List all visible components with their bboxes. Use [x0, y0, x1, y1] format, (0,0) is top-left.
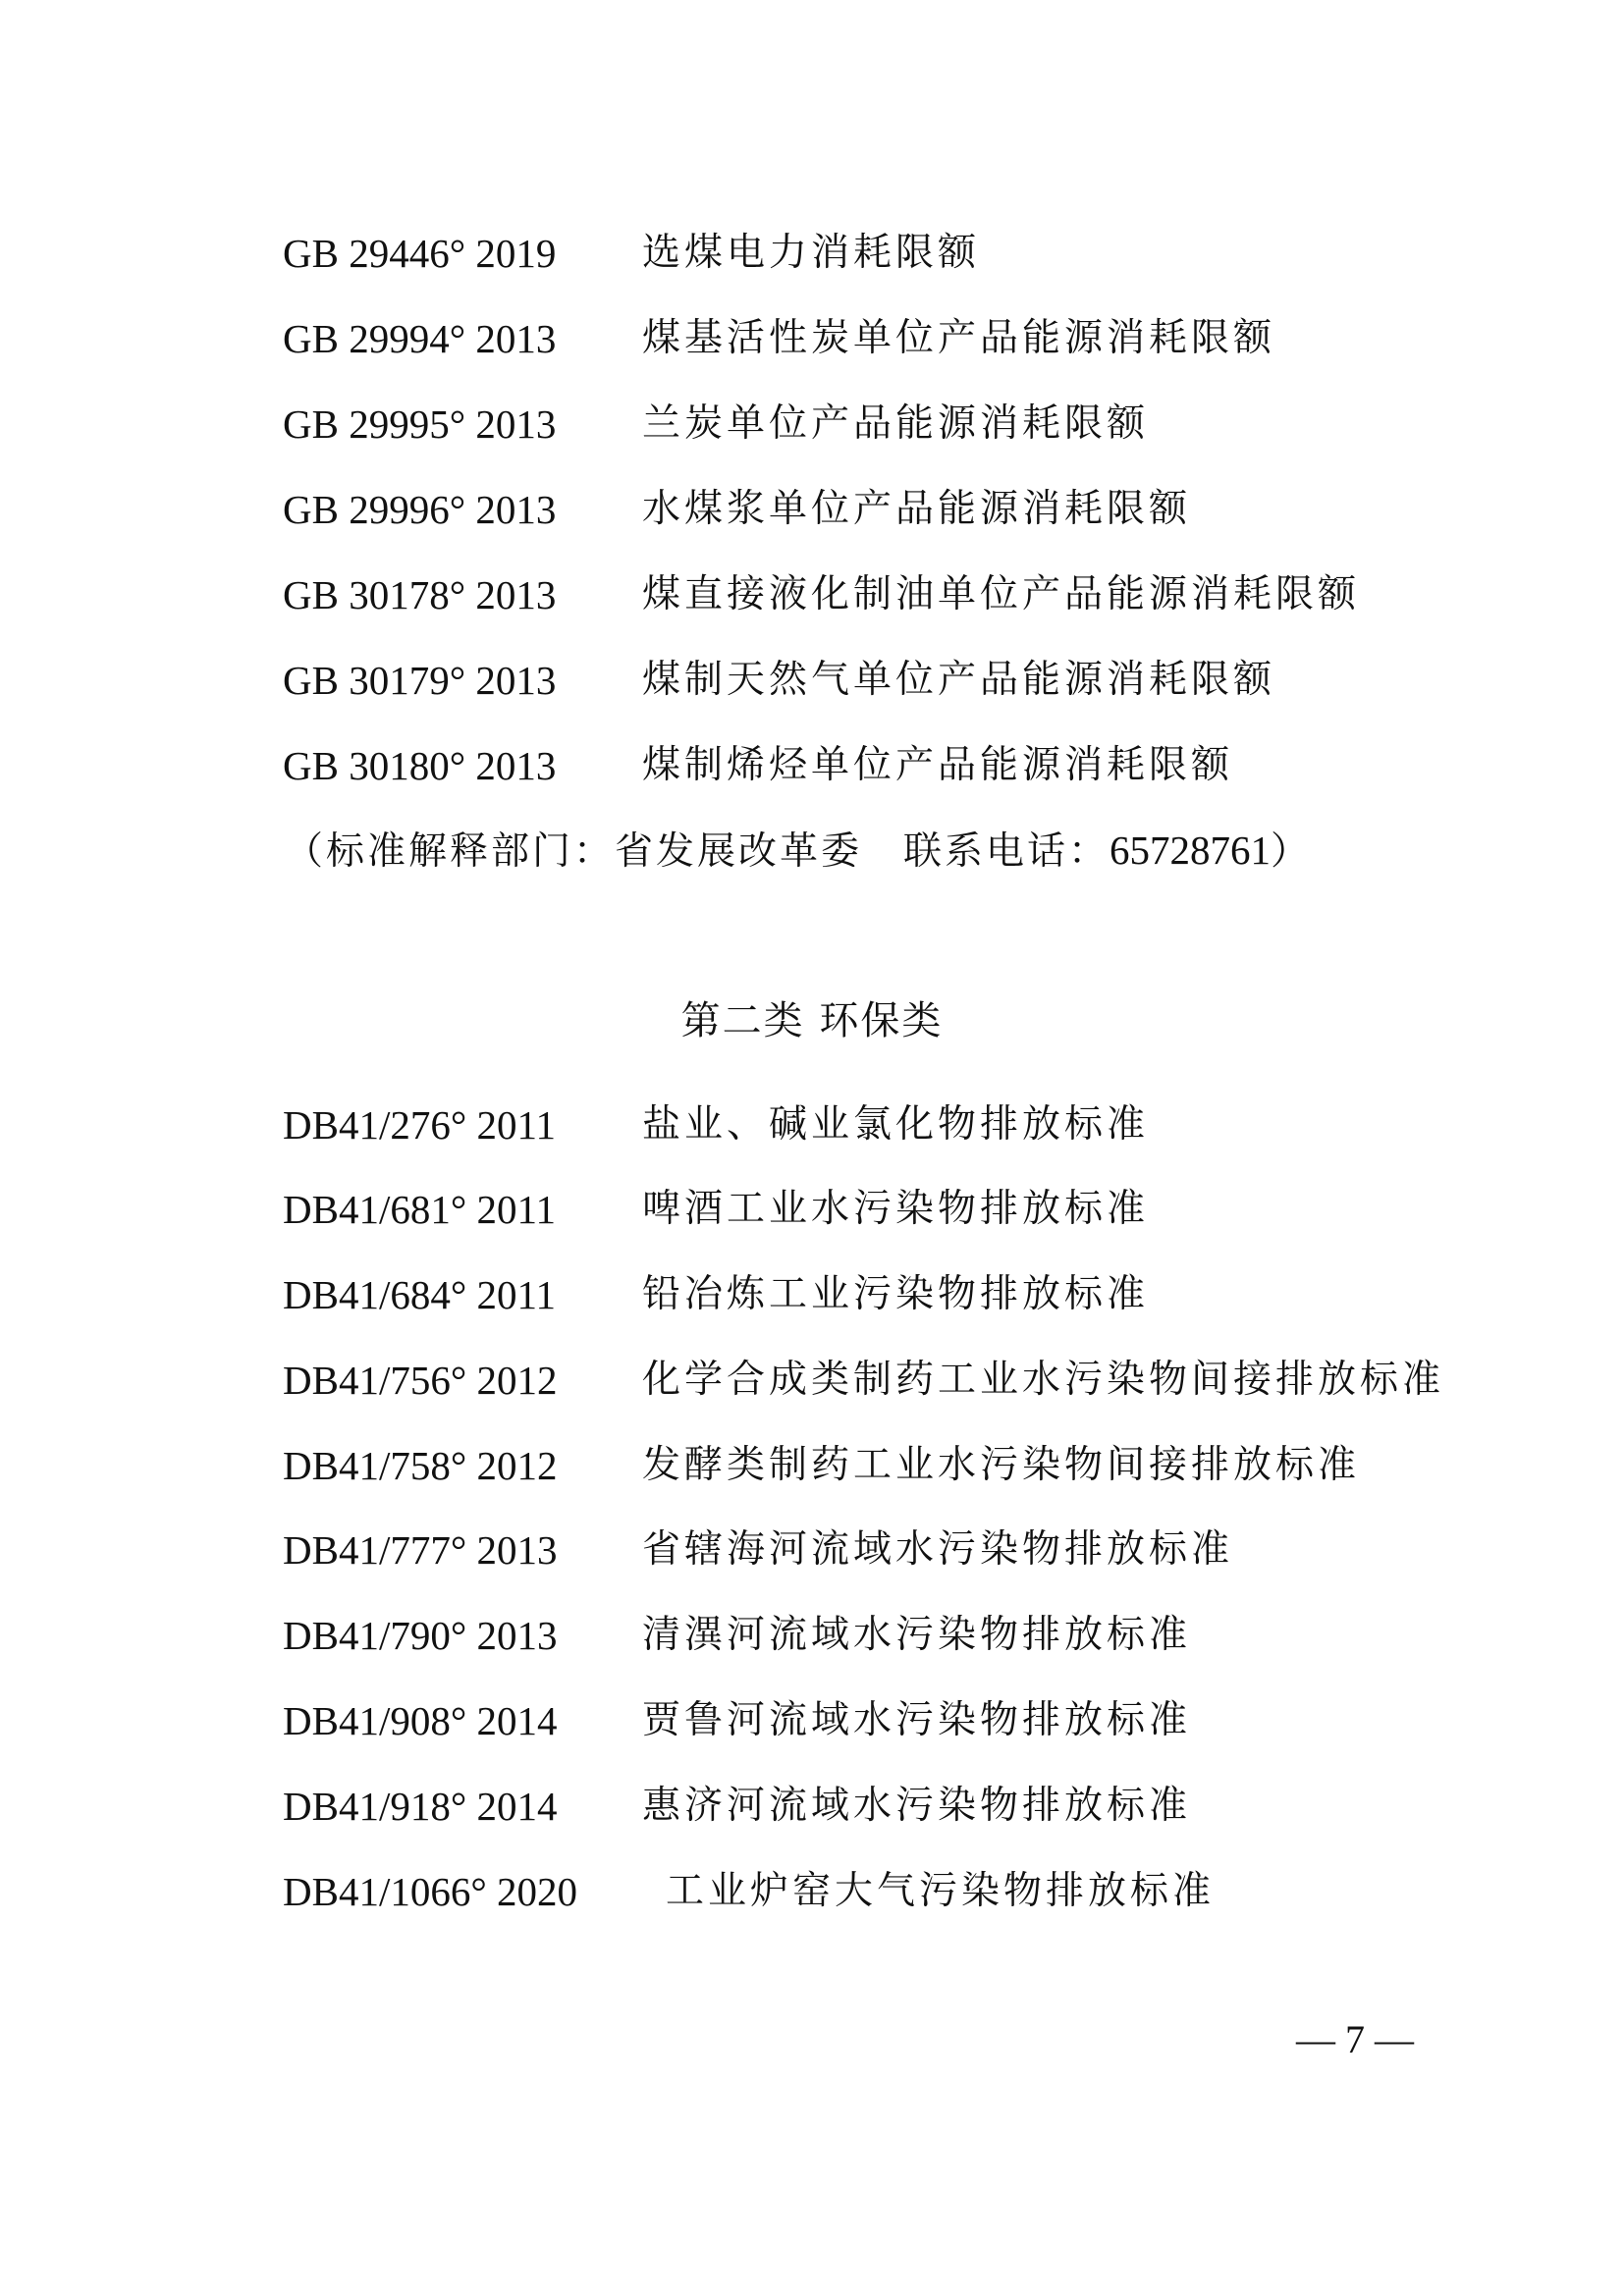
standard-code: DB41/758° 2012 — [283, 1443, 558, 1488]
standard-code: GB 29995° 2013 — [283, 401, 557, 447]
standard-code: DB41/684° 2011 — [283, 1272, 556, 1317]
standard-name: 选煤电力消耗限额 — [642, 231, 981, 275]
standard-code: DB41/908° 2014 — [283, 1698, 558, 1743]
section-heading: 第二类 环保类 — [680, 998, 944, 1043]
standard-code: GB 29446° 2019 — [283, 231, 557, 276]
standard-name: 发酵类制药工业水污染物间接排放标准 — [642, 1443, 1361, 1487]
standard-code: GB 29994° 2013 — [283, 316, 557, 361]
standard-name: 清潩河流域水污染物排放标准 — [642, 1613, 1192, 1657]
standard-code: DB41/681° 2011 — [283, 1187, 556, 1232]
standard-name: 煤基活性炭单位产品能源消耗限额 — [642, 316, 1276, 360]
page-number: — 7 — — [1296, 2017, 1414, 2061]
contact-note — [285, 821, 1312, 880]
standard-name: 煤制烯烃单位产品能源消耗限额 — [642, 743, 1234, 787]
standard-code: DB41/790° 2013 — [283, 1613, 558, 1658]
standard-name: 啤酒工业水污染物排放标准 — [642, 1187, 1150, 1231]
standard-code: DB41/918° 2014 — [283, 1784, 558, 1829]
standard-name: 水煤浆单位产品能源消耗限额 — [642, 487, 1192, 531]
standard-name: 惠济河流域水污染物排放标准 — [642, 1784, 1192, 1828]
standard-code: DB41/276° 2011 — [283, 1102, 556, 1148]
standard-code: GB 30180° 2013 — [283, 743, 557, 788]
standard-name: 煤制天然气单位产品能源消耗限额 — [642, 658, 1276, 702]
standard-code: GB 29996° 2013 — [283, 487, 557, 532]
standard-name: 贾鲁河流域水污染物排放标准 — [642, 1698, 1192, 1742]
standard-name: 盐业、碱业氯化物排放标准 — [642, 1102, 1150, 1147]
standard-code: DB41/1066° 2020 — [283, 1869, 577, 1914]
standard-code: GB 30179° 2013 — [283, 658, 557, 703]
standard-code: DB41/777° 2013 — [283, 1527, 558, 1573]
standard-name: 煤直接液化制油单位产品能源消耗限额 — [642, 572, 1361, 616]
standard-name: 工业炉窑大气污染物排放标准 — [666, 1869, 1216, 1913]
contact-note-prefix: （标准解释部门：省发展改革委 联系电话： — [285, 829, 1110, 874]
standard-name: 兰炭单位产品能源消耗限额 — [642, 401, 1150, 446]
contact-phone: 65728761 — [1110, 828, 1272, 873]
standard-name: 铅冶炼工业污染物排放标准 — [642, 1272, 1150, 1316]
standard-code: DB41/756° 2012 — [283, 1358, 558, 1403]
standard-name: 省辖海河流域水污染物排放标准 — [642, 1527, 1234, 1572]
contact-note-suffix: ） — [1271, 829, 1313, 874]
standard-name: 化学合成类制药工业水污染物间接排放标准 — [642, 1358, 1445, 1402]
standard-code: GB 30178° 2013 — [283, 572, 557, 617]
